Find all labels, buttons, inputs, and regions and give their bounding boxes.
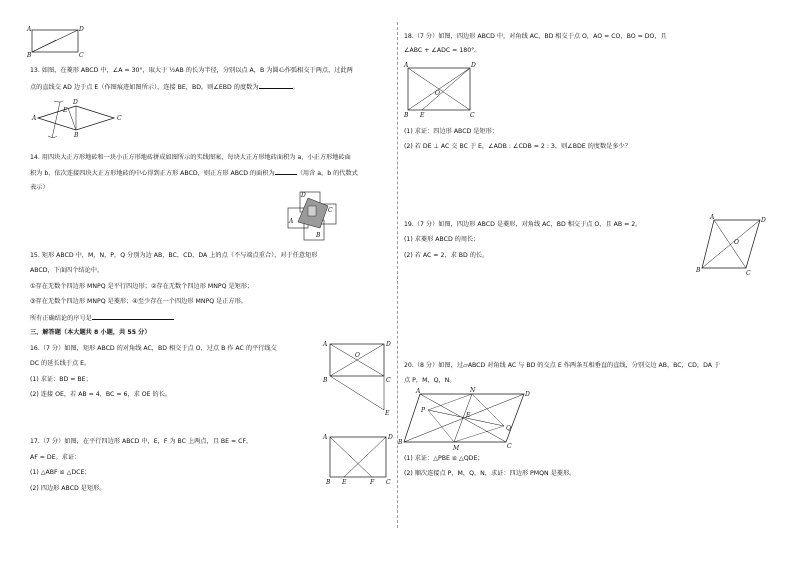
svg-text:M: M (453, 445, 460, 452)
q16-line-2: DC 的延长线于点 E。 (30, 360, 91, 367)
q19-line-2: (1) 求菱形 ABCD 的周长； (404, 236, 480, 243)
svg-text:B: B (696, 267, 701, 274)
svg-text:B: B (323, 377, 328, 384)
q16-line-4: (2) 连接 OE，若 AB = 4，BC = 6，求 OE 的长。 (30, 391, 172, 398)
q20-line-4: (2) 顺次连接点 P，M，Q，N，求证：四边形 PMQN 是菱形。 (404, 470, 576, 477)
svg-text:A: A (323, 341, 328, 348)
svg-text:P: P (421, 407, 426, 414)
svg-text:B: B (74, 132, 79, 139)
q15-answer-blank[interactable] (92, 313, 174, 320)
q13-line-2: 点的直线交 AD 边于点 E（作图痕迹如图所示），连接 BE，BD，则∠EBD 的度数为 。 (30, 84, 299, 91)
svg-text:A: A (289, 218, 294, 225)
figure-q17 (322, 432, 394, 486)
q20-line-2: 点 P，M，Q，N。 (404, 377, 456, 384)
svg-text:B: B (326, 479, 331, 486)
svg-text:E: E (466, 412, 471, 419)
svg-text:D: D (386, 341, 391, 348)
svg-text:O: O (435, 90, 440, 97)
svg-text:E: E (63, 107, 68, 114)
q17-line-1: 17.（7 分）如图，在平行四边形 ABCD 中，E，F 为 BC 上两点，且 BE = CF， (30, 438, 253, 445)
svg-text:B: B (404, 112, 409, 119)
svg-text:D: D (301, 192, 306, 199)
svg-text:O: O (355, 352, 360, 359)
svg-text:F: F (370, 479, 375, 486)
svg-text:D: D (525, 391, 530, 398)
svg-text:C: C (470, 112, 475, 119)
q17-line-3: (1) △ABF ≌ △DCE； (30, 469, 91, 476)
q16-line-1: 16.（7 分）如图，矩形 ABCD 的对角线 AC，BD 相交于点 O，过点 B 作 AC 的平行线交 (30, 345, 277, 352)
svg-text:B: B (398, 439, 403, 446)
svg-text:D: D (388, 434, 393, 441)
q15-line-4: ③存在无数个四边形 MNPQ 是菱形；④至少存在一个四边形 MNPQ 是正方形。 (30, 298, 247, 305)
q17-line-2: AF = DE。求证： (30, 454, 81, 461)
q19-line-1: 19.（7 分）如图，四边形 ABCD 是菱形，对角线 AC，BD 相交于点 O，且 AB = 2。 (404, 221, 642, 228)
svg-text:C: C (79, 52, 84, 59)
figure-q16 (322, 340, 394, 416)
q18-line-4: (2) 若 DE ⊥ AC 交 BC 于 E，∠ADB : ∠CDB = 2 : 3，则∠BDE 的度数是多少？ (404, 143, 631, 150)
q14-line-1: 14. 用四块大正方形地砖和一块小正方形地砖拼成如图所示的实线图案，每块大正方形地砖面积为 a，小正方形地砖面 (30, 154, 351, 161)
svg-text:B: B (316, 232, 321, 239)
figure-q20 (398, 386, 538, 452)
svg-text:E: E (420, 112, 425, 119)
svg-text:A: A (32, 115, 37, 122)
q20-line-1: 20.（8 分）如图，过▱ABCD 对角线 AC 与 BD 的交点 E 作两条互相垂直的直线，分别交边 AB，BC，CD，DA 于 (404, 362, 721, 369)
svg-text:N: N (470, 387, 476, 394)
svg-text:O: O (734, 239, 739, 246)
svg-text:C: C (328, 207, 333, 214)
q15-line-2: ABCD，下面四个结论中， (30, 267, 104, 274)
svg-text:A: A (710, 214, 715, 221)
figure-q14-squares (280, 186, 342, 242)
q17-line-4: (2) 四边形 ABCD 是矩形。 (30, 485, 106, 492)
q13-line-1: 13. 如图，在菱形 ABCD 中，∠A = 30°，取大于 ½AB 的长为半径，分别以点 A，B 为圆心作弧相交于两点，过此两 (30, 67, 353, 74)
q15-line-3: ①存在无数个四边形 MNPQ 是平行四边形；②存在无数个四边形 MNPQ 是矩形； (30, 283, 254, 290)
q18-line-3: (1) 求证：四边形 ABCD 是矩形； (404, 128, 498, 135)
q15-line-5: 所有正确结论的序号是 (30, 313, 174, 323)
q19-line-3: (2) 若 AC = 2，求 BD 的长。 (404, 252, 489, 259)
svg-text:D: D (471, 62, 476, 69)
svg-text:A: A (404, 62, 409, 69)
q14-answer-blank[interactable] (275, 168, 297, 175)
svg-text:D: D (761, 217, 766, 224)
figure-top-rect (26, 26, 86, 60)
q20-line-3: (1) 求证：△PBE ≌ △QDE； (404, 455, 484, 462)
column-divider (397, 22, 399, 528)
q16-line-3: (1) 求证：BD = BE； (30, 376, 92, 383)
q15-line-1: 15. 矩形 ABCD 中，M，N，P，Q 分别为边 AB，BC，CD，DA 上的点（不与端点重合），对于任意矩形 (30, 252, 318, 259)
svg-text:E: E (385, 410, 390, 417)
svg-text:E: E (342, 479, 347, 486)
figure-q13-rhombus (32, 98, 128, 144)
section-3-header: 三、解答题（本大题共 8 小题，共 55 分） (30, 329, 151, 336)
q13-answer-blank[interactable] (259, 82, 293, 89)
svg-text:D: D (79, 26, 84, 33)
q18-line-1: 18.（7 分）如图，四边形 ABCD 中，对角线 AC，BD 相交于点 O，AO = CO，BO = DO，且 (404, 33, 667, 40)
q14-line-3: 表示） (30, 184, 49, 191)
q18-line-2: ∠ABC + ∠ADC = 180°。 (404, 47, 481, 54)
svg-text:A: A (416, 388, 421, 395)
svg-text:C: C (746, 270, 751, 277)
svg-text:C: C (117, 115, 122, 122)
svg-text:A: A (323, 434, 328, 441)
svg-text:A: A (27, 26, 32, 33)
figure-q19 (696, 212, 772, 277)
svg-text:B: B (27, 52, 32, 59)
svg-text:Q: Q (506, 425, 511, 432)
figure-q18 (402, 60, 478, 120)
svg-text:C: C (386, 479, 391, 486)
svg-text:C: C (507, 443, 512, 450)
svg-text:D: D (73, 99, 78, 106)
svg-text:C: C (386, 377, 391, 384)
q14-line-2: 积为 b，依次连接四块大正方形地砖的中心得到正方形 ABCD，则正方形 ABCD 的面积为 （用含 a，b 的代数式 (30, 170, 358, 177)
